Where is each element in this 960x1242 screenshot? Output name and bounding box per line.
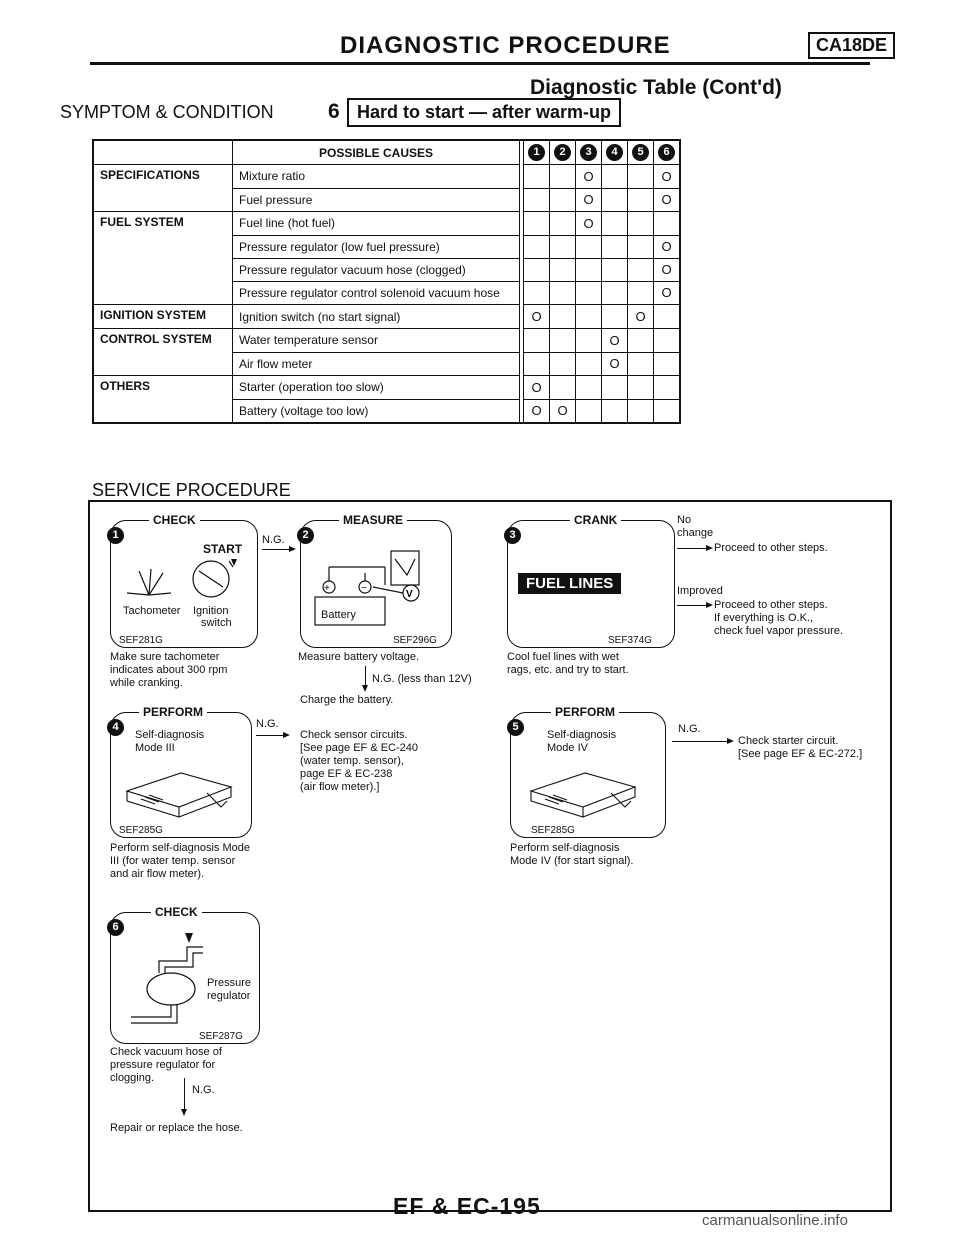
mark-cell bbox=[576, 352, 602, 376]
mark-cell bbox=[602, 376, 628, 400]
step-1-number: 1 bbox=[107, 527, 124, 544]
mark-cell: O bbox=[576, 212, 602, 236]
watermark: carmanualsonline.info bbox=[702, 1212, 848, 1229]
pressure-regulator-illustration bbox=[121, 931, 211, 1027]
mark-cell: O bbox=[550, 399, 576, 423]
category-cell bbox=[93, 235, 233, 258]
arrow-down-icon bbox=[184, 1078, 185, 1114]
cause-cell: Pressure regulator vacuum hose (clogged) bbox=[233, 258, 520, 281]
ng-label: N.G. bbox=[678, 723, 701, 735]
improved-note: Proceed to other steps. If everything is O.K., check fuel vapor pressure. bbox=[714, 599, 844, 637]
ignition-label: Ignition bbox=[193, 605, 229, 617]
mark-cell bbox=[576, 305, 602, 329]
mark-cell bbox=[524, 188, 550, 212]
improved-label: Improved bbox=[677, 585, 723, 597]
mark-cell bbox=[628, 352, 654, 376]
cause-cell: Ignition switch (no start signal) bbox=[233, 305, 520, 329]
mark-cell bbox=[576, 281, 602, 305]
step-2-ng-note: N.G. (less than 12V) bbox=[372, 673, 472, 685]
mark-cell bbox=[602, 212, 628, 236]
fuel-lines-label: FUEL LINES bbox=[518, 573, 621, 594]
arrow-right-icon bbox=[677, 548, 711, 549]
step-3-box bbox=[507, 513, 675, 648]
mark-cell bbox=[602, 399, 628, 423]
step-4-heading: PERFORM bbox=[139, 705, 207, 719]
table-row bbox=[93, 329, 680, 353]
step-number-header: 3 bbox=[576, 140, 602, 165]
ecu-illustration bbox=[121, 761, 241, 819]
mark-cell bbox=[654, 212, 681, 236]
mark-cell: O bbox=[576, 165, 602, 189]
mark-cell bbox=[524, 258, 550, 281]
figure-code: SEF285G bbox=[531, 825, 575, 836]
step-5-box bbox=[510, 705, 666, 838]
mark-cell bbox=[654, 376, 681, 400]
step-number-header: 6 bbox=[654, 140, 681, 165]
mark-cell bbox=[524, 165, 550, 189]
mark-cell bbox=[654, 352, 681, 376]
ng-label: N.G. bbox=[256, 718, 279, 730]
mark-cell bbox=[550, 165, 576, 189]
mark-cell bbox=[550, 281, 576, 305]
step-2-action: Charge the battery. bbox=[300, 694, 394, 706]
table-row bbox=[93, 235, 680, 258]
mark-cell bbox=[628, 329, 654, 353]
symptom-label: SYMPTOM & CONDITION bbox=[60, 102, 274, 122]
mark-cell bbox=[550, 258, 576, 281]
step-6-heading: CHECK bbox=[151, 905, 202, 919]
mark-cell: O bbox=[654, 258, 681, 281]
step-2-box bbox=[300, 513, 452, 648]
mark-cell: O bbox=[654, 281, 681, 305]
arrow-down-icon bbox=[365, 666, 366, 690]
category-cell bbox=[93, 258, 233, 281]
step-1-heading: CHECK bbox=[149, 513, 200, 527]
mark-cell: O bbox=[654, 165, 681, 189]
category-cell: CONTROL SYSTEM bbox=[93, 329, 233, 353]
step-number-header: 2 bbox=[550, 140, 576, 165]
category-cell: FUEL SYSTEM bbox=[93, 212, 233, 236]
step-6-number: 6 bbox=[107, 919, 124, 936]
mark-cell bbox=[524, 235, 550, 258]
step-4-box bbox=[110, 705, 252, 838]
mark-cell bbox=[602, 305, 628, 329]
service-procedure-title: SERVICE PROCEDURE bbox=[92, 480, 291, 500]
step-3-caption: Cool fuel lines with wet rags, etc. and try to start. bbox=[507, 651, 629, 676]
step-number-header: 5 bbox=[628, 140, 654, 165]
mark-cell bbox=[602, 165, 628, 189]
category-cell bbox=[93, 352, 233, 376]
svg-text:−: − bbox=[361, 583, 367, 594]
header-rule bbox=[90, 62, 870, 65]
step-number-header: 4 bbox=[602, 140, 628, 165]
mark-cell: O bbox=[524, 305, 550, 329]
mark-cell bbox=[550, 305, 576, 329]
table-row bbox=[93, 258, 680, 281]
cause-cell: Water temperature sensor bbox=[233, 329, 520, 353]
mark-cell: O bbox=[654, 235, 681, 258]
category-cell bbox=[93, 188, 233, 212]
diagnostic-table-body bbox=[93, 165, 680, 424]
cause-cell: Mixture ratio bbox=[233, 165, 520, 189]
arrow-right-icon bbox=[256, 735, 288, 736]
possible-causes-header: POSSIBLE CAUSES bbox=[233, 140, 520, 165]
table-row bbox=[93, 188, 680, 212]
mark-cell bbox=[550, 376, 576, 400]
step-5-number: 5 bbox=[507, 719, 524, 736]
mark-cell: O bbox=[628, 305, 654, 329]
figure-code: SEF287G bbox=[199, 1031, 243, 1042]
category-cell bbox=[93, 281, 233, 305]
step-2-number: 2 bbox=[297, 527, 314, 544]
mark-cell: O bbox=[576, 188, 602, 212]
mark-cell bbox=[550, 235, 576, 258]
table-row bbox=[93, 281, 680, 305]
category-cell bbox=[93, 399, 233, 423]
mark-cell bbox=[524, 212, 550, 236]
arrow-right-icon bbox=[262, 549, 294, 550]
page-subtitle: Diagnostic Table (Cont'd) bbox=[530, 76, 782, 99]
engine-code-badge: CA18DE bbox=[808, 32, 895, 59]
page-number: EF & EC-195 bbox=[393, 1193, 541, 1219]
table-row bbox=[93, 376, 680, 400]
tachometer-label: Tachometer bbox=[123, 605, 181, 617]
table-row bbox=[93, 165, 680, 189]
cause-cell: Battery (voltage too low) bbox=[233, 399, 520, 423]
mark-cell bbox=[576, 399, 602, 423]
ng-label: N.G. bbox=[262, 534, 285, 546]
table-row bbox=[93, 212, 680, 236]
mark-cell bbox=[576, 258, 602, 281]
mark-cell: O bbox=[654, 188, 681, 212]
mark-cell bbox=[524, 329, 550, 353]
step-2-caption: Measure battery voltage. bbox=[298, 651, 420, 663]
ng-label: N.G. bbox=[192, 1084, 215, 1096]
tachometer-ignition-illustration bbox=[119, 557, 249, 605]
step-4-number: 4 bbox=[107, 719, 124, 736]
step-3-number: 3 bbox=[504, 527, 521, 544]
mark-cell: O bbox=[602, 329, 628, 353]
mark-cell bbox=[550, 188, 576, 212]
mode-label: Self-diagnosis Mode III bbox=[135, 729, 205, 754]
step-5-ng-note: Check starter circuit. [See page EF & EC-272.] bbox=[738, 735, 863, 760]
mark-cell bbox=[524, 281, 550, 305]
step-6-box bbox=[110, 905, 260, 1044]
category-cell: IGNITION SYSTEM bbox=[93, 305, 233, 329]
table-corner bbox=[93, 140, 233, 165]
cause-cell: Fuel pressure bbox=[233, 188, 520, 212]
figure-code: SEF374G bbox=[608, 635, 652, 646]
step-number-header: 1 bbox=[524, 140, 550, 165]
step-5-caption: Perform self-diagnosis Mode IV (for start signal). bbox=[510, 842, 634, 867]
step-3-heading: CRANK bbox=[570, 513, 621, 527]
mark-cell bbox=[628, 281, 654, 305]
step-1-box bbox=[110, 513, 258, 648]
mark-cell bbox=[654, 305, 681, 329]
step-5-heading: PERFORM bbox=[551, 705, 619, 719]
step-1-caption: Make sure tachometer indicates about 300 rpm while cranking. bbox=[110, 651, 228, 689]
table-row bbox=[93, 352, 680, 376]
start-label: START bbox=[203, 542, 243, 556]
mark-cell: O bbox=[524, 376, 550, 400]
mark-cell bbox=[602, 281, 628, 305]
mark-cell bbox=[576, 376, 602, 400]
symptom-box: Hard to start — after warm-up bbox=[347, 98, 621, 127]
mark-cell bbox=[550, 329, 576, 353]
symptom-number: 6 bbox=[328, 100, 340, 123]
cause-cell: Fuel line (hot fuel) bbox=[233, 212, 520, 236]
arrow-right-icon bbox=[677, 605, 711, 606]
svg-text:+: + bbox=[324, 583, 330, 594]
mark-cell bbox=[550, 212, 576, 236]
no-change-label: No change bbox=[677, 514, 714, 539]
mark-cell bbox=[628, 235, 654, 258]
mark-cell bbox=[576, 329, 602, 353]
cause-cell: Pressure regulator control solenoid vacuum hose bbox=[233, 281, 520, 305]
pressure-regulator-label: Pressure regulator bbox=[207, 977, 252, 1002]
mark-cell bbox=[628, 258, 654, 281]
mark-cell bbox=[628, 188, 654, 212]
category-cell: SPECIFICATIONS bbox=[93, 165, 233, 189]
category-cell: OTHERS bbox=[93, 376, 233, 400]
step-4-ng-note: Check sensor circuits. [See page EF & EC-240 (water temp. sensor), page EF & EC-238 (air flow meter).] bbox=[300, 729, 419, 793]
table-row bbox=[93, 399, 680, 423]
mark-cell bbox=[628, 165, 654, 189]
mark-cell bbox=[602, 188, 628, 212]
svg-text:V: V bbox=[406, 589, 413, 600]
mark-cell bbox=[628, 376, 654, 400]
mark-cell bbox=[550, 352, 576, 376]
step-6-action: Repair or replace the hose. bbox=[110, 1122, 243, 1134]
mark-cell: O bbox=[602, 352, 628, 376]
mark-cell bbox=[576, 235, 602, 258]
mark-cell bbox=[654, 399, 681, 423]
arrow-right-icon bbox=[672, 741, 732, 742]
proceed-note: Proceed to other steps. bbox=[714, 542, 828, 554]
step-2-heading: MEASURE bbox=[339, 513, 407, 527]
page-title: DIAGNOSTIC PROCEDURE bbox=[340, 32, 671, 59]
mark-cell: O bbox=[524, 399, 550, 423]
figure-code: SEF285G bbox=[119, 825, 163, 836]
mark-cell bbox=[628, 399, 654, 423]
step-6-caption: Check vacuum hose of pressure regulator for clogging. bbox=[110, 1046, 222, 1084]
figure-code: SEF296G bbox=[393, 635, 437, 646]
mark-cell bbox=[602, 258, 628, 281]
figure-code: SEF281G bbox=[119, 635, 163, 646]
mark-cell bbox=[654, 329, 681, 353]
mode-label: Self-diagnosis Mode IV bbox=[547, 729, 617, 754]
mark-cell bbox=[628, 212, 654, 236]
ecu-illustration bbox=[525, 761, 645, 819]
step-4-caption: Perform self-diagnosis Mode III (for water temp. sensor and air flow meter). bbox=[110, 842, 251, 880]
cause-cell: Air flow meter bbox=[233, 352, 520, 376]
switch-label: switch bbox=[201, 617, 232, 629]
table-row bbox=[93, 305, 680, 329]
battery-label: Battery bbox=[321, 609, 356, 621]
cause-cell: Pressure regulator (low fuel pressure) bbox=[233, 235, 520, 258]
mark-cell bbox=[602, 235, 628, 258]
mark-cell bbox=[524, 352, 550, 376]
cause-cell: Starter (operation too slow) bbox=[233, 376, 520, 400]
diagnostic-table bbox=[92, 139, 681, 424]
